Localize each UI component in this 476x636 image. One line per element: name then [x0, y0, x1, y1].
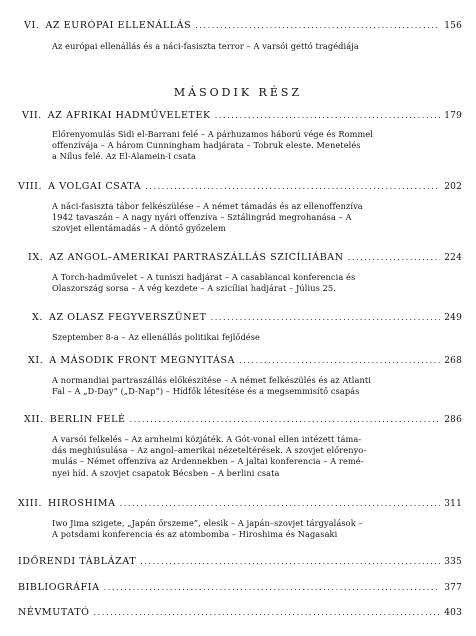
part-title: MÁSODIK RÉSZ	[173, 86, 303, 99]
page-number: 286	[444, 415, 462, 425]
section-title: NÉVMUTATÓ	[18, 607, 90, 618]
chapter-number: XII.	[24, 414, 44, 425]
toc-entry-xi	[18, 355, 462, 397]
toc-entry-xii	[18, 414, 462, 479]
dot-leader	[104, 582, 441, 594]
chapter-title: AZ AFRIKAI HADMŰVELETEK	[47, 110, 211, 121]
toc-heading	[18, 498, 462, 510]
page-number: 377	[444, 583, 462, 593]
page-number: 179	[444, 111, 462, 121]
chapter-description: A náci-fasiszta tábor felkészülése – A német támadás és az ellenoffenzíva 1942 tavaszán – A nagy nyári offenzíva – Sztálingrád megrohanása – A szovjet ellentámadás – A döntő győzelem	[52, 201, 363, 234]
toc-heading	[18, 252, 462, 264]
chapter-number: VI.	[24, 20, 40, 31]
section-title: IDŐRENDI TÁBLÁZAT	[18, 556, 137, 567]
chapter-description: A varsói felkelés – Az arnheimi közjáték. A Gót-vonal ellen intézett táma- dás meghiúsulása – Az angol–amerikai nézeteltérések. A szovjet előrenyo- mulás – Német offenzíva az Ardennekben – A jaltai konferencia – A remé- nyei híd. A szovjet csapatok Bécsben – A berlini csata	[52, 434, 367, 478]
toc-heading	[18, 355, 462, 367]
chapter-description: Iwo Jima szigete, „Japán őrszeme”, elesik – A japán–szovjet tárgyalások – A potsdami konferencia és az atombomba – Hiroshima és Nagasaki	[52, 518, 363, 540]
chapter-number: VIII.	[18, 181, 43, 192]
dot-leader	[211, 312, 441, 324]
toc-entry-vi	[18, 20, 462, 52]
toc-entry-index	[18, 607, 462, 619]
page-number: 268	[444, 356, 462, 366]
chapter-description: Előrenyomulás Sidi el-Barrani felé – A párhuzamos háború vége és Rommel offenzívája – A három Cunningham hadjárata – Tobruk eleste. Menetelés a Nílus felé. Az El-Alamein-i csata	[52, 129, 374, 162]
toc-heading	[18, 582, 462, 594]
page-number: 335	[444, 557, 462, 567]
section-title: BIBLIOGRÁFIA	[18, 582, 100, 593]
chapter-title: AZ EURÓPAI ELLENÁLLÁS	[45, 20, 192, 31]
toc-entry-x	[18, 312, 462, 343]
toc-heading	[18, 556, 462, 568]
chapter-number: IX.	[28, 252, 44, 263]
dot-leader	[348, 252, 441, 264]
dot-leader	[130, 414, 441, 426]
chapter-number: XI.	[28, 355, 44, 366]
toc-entry-xiii	[18, 498, 462, 540]
chapter-title: AZ ANGOL–AMERIKAI PARTRASZÁLLÁS SZICÍLIÁBAN	[49, 252, 344, 263]
chapter-description: A normandiai partraszállás előkészítése – A német felkészülés és az Atlanti Fal – A „D-Day” („D-Nap”) – Hídfők létesítése és a megsemmisítő csapás	[52, 375, 371, 397]
chapter-title: HIROSHIMA	[48, 498, 116, 509]
toc-heading	[18, 312, 462, 324]
dot-leader	[215, 110, 441, 122]
chapter-title: AZ OLASZ FEGYVERSZÜNET	[48, 312, 207, 323]
toc-entry-vii	[18, 110, 462, 163]
chapter-title: A MÁSODIK FRONT MEGNYITÁSA	[49, 355, 236, 366]
toc-entry-chronology	[18, 556, 462, 568]
chapter-description: Szeptember 8-a – Az ellenállás politikai fejlődése	[52, 332, 260, 342]
dot-leader	[94, 607, 441, 619]
dot-leader	[195, 20, 440, 32]
chapter-description: Az európai ellenállás és a náci-fasiszta terror – A varsói gettó tragédiája	[52, 41, 359, 51]
page-number: 224	[444, 253, 462, 263]
chapter-number: XIII.	[18, 498, 43, 509]
toc-heading	[18, 607, 462, 619]
toc-entry-ix	[18, 252, 462, 294]
chapter-description: A Torch-hadművelet – A tuniszi hadjárat – A casablancai konferencia és Olaszország sorsa – A vég kezdete – A szicíliai hadjárat – Július 25.	[52, 272, 356, 294]
page-number: 311	[444, 499, 462, 509]
page-number: 249	[444, 313, 462, 323]
chapter-number: X.	[32, 312, 43, 323]
toc-heading	[18, 110, 462, 122]
toc-entry-viii	[18, 181, 462, 235]
toc-heading	[18, 414, 462, 426]
page-number: 156	[444, 21, 462, 31]
chapter-title: A VOLGAI CSATA	[48, 181, 142, 192]
dot-leader	[120, 498, 441, 510]
chapter-title: BERLIN FELÉ	[49, 414, 126, 425]
chapter-number: VII.	[22, 110, 42, 121]
toc-entry-bibliography	[18, 582, 462, 594]
dot-leader	[145, 181, 440, 193]
dot-leader	[239, 355, 440, 367]
dot-leader	[140, 556, 440, 568]
page-number: 403	[444, 608, 462, 618]
page-number: 202	[444, 182, 462, 192]
toc-heading	[18, 20, 462, 32]
toc-heading	[18, 181, 462, 193]
